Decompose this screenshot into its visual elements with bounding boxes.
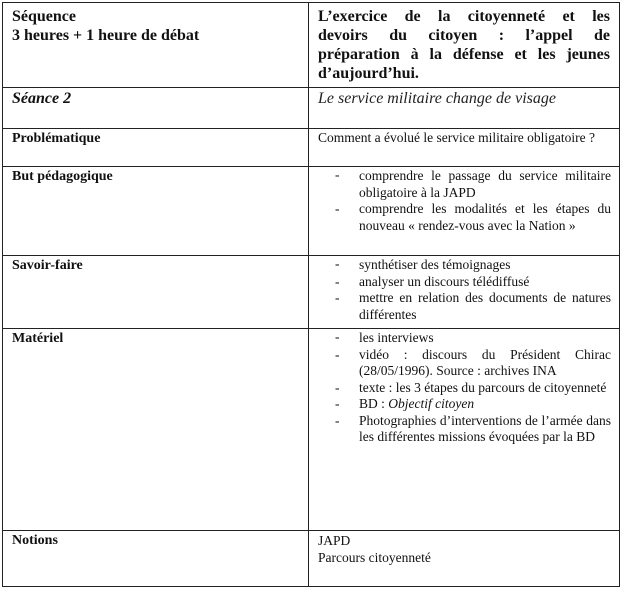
list-item: - les interviews — [309, 329, 611, 347]
notions-line-2: Parcours citoyenneté — [318, 550, 431, 565]
list-item: - comprendre les modalités et les étapes du nouveau « rendez-vous avec la Nation » — [309, 201, 611, 234]
but-label: But pédagogique — [12, 169, 113, 184]
list-item: - vidéo : discours du Président Chirac (28/05/1996). Source : archives INA — [309, 347, 611, 380]
list-item: - analyser un discours télédiffusé — [309, 274, 611, 291]
seance-row — [3, 88, 620, 129]
problematique-text: Comment a évolué le service militaire obligatoire ? — [318, 130, 596, 145]
sequence-title-line-3: préparation à la défense et les jeunes — [318, 46, 610, 63]
savoir-row — [3, 256, 620, 329]
list-item: - synthétiser des témoignages — [309, 256, 611, 274]
seance-title: Le service militaire change de visage — [318, 90, 556, 107]
sequence-duration: 3 heures + 1 heure de débat — [12, 27, 200, 44]
materiel-row — [3, 329, 620, 531]
problematique-row — [3, 129, 620, 167]
list-item: - texte : les 3 étapes du parcours de citoyenneté — [309, 380, 611, 397]
seance-title-cell — [309, 88, 620, 129]
but-label-cell — [3, 167, 309, 256]
materiel-label: Matériel — [12, 331, 64, 346]
sequence-cell — [3, 3, 309, 88]
lesson-plan-table — [2, 2, 620, 587]
header-row — [3, 3, 620, 88]
seance-label-cell — [3, 88, 309, 129]
savoir-label: Savoir-faire — [12, 258, 83, 273]
savoir-label-cell — [3, 256, 309, 329]
notions-cell — [309, 531, 620, 587]
seance-label: Séance 2 — [12, 90, 72, 107]
problematique-text-cell — [309, 129, 620, 167]
sequence-title-line-1: L’exercice de la citoyenneté et les — [318, 8, 610, 25]
list-item: - comprendre le passage du service militaire obligatoire à la JAPD — [309, 167, 611, 201]
notions-line-1: JAPD — [318, 533, 351, 548]
materiel-list-cell — [309, 329, 620, 531]
notions-label-cell — [3, 531, 309, 587]
materiel-list — [309, 329, 619, 446]
materiel-label-cell — [3, 329, 309, 531]
list-item — [309, 396, 611, 413]
list-item: - Photographies d’interventions de l’armée dans les différentes missions évoquées par la BD — [309, 413, 611, 446]
bd-prefix: BD : — [359, 396, 389, 411]
savoir-list — [309, 256, 619, 323]
but-list-cell — [309, 167, 620, 256]
but-list — [309, 167, 619, 234]
but-row — [3, 167, 620, 256]
notions-row — [3, 531, 620, 587]
bd-title: Objectif citoyen — [388, 396, 475, 411]
sequence-title-line-4: d’aujourd’hui. — [318, 65, 419, 82]
problematique-label-cell — [3, 129, 309, 167]
savoir-list-cell — [309, 256, 620, 329]
sequence-label: Séquence — [12, 8, 76, 25]
list-item: - mettre en relation des documents de natures différentes — [309, 290, 611, 323]
sequence-title-line-2: devoirs du citoyen : l’appel de — [318, 27, 610, 44]
sequence-title-cell — [309, 3, 620, 88]
problematique-label: Problématique — [12, 131, 101, 146]
notions-label: Notions — [12, 533, 58, 548]
